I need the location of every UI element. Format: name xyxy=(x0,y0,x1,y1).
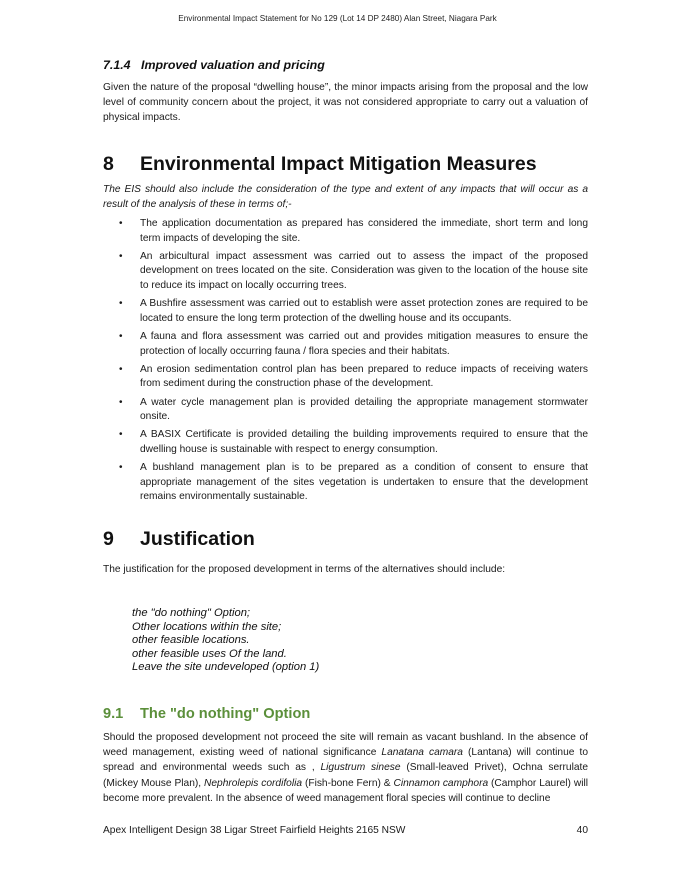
bullet-icon: • xyxy=(119,330,123,342)
footer-text: Apex Intelligent Design 38 Ligar Street Fairfield Heights 2165 NSW xyxy=(103,825,406,836)
subsection-title: The "do nothing" Option xyxy=(140,706,311,722)
subsection-heading-7-1-4 xyxy=(103,58,325,72)
subsection-title: Improved valuation and pricing xyxy=(141,58,325,72)
page-footer xyxy=(103,825,588,836)
do-nothing-paragraph: Should the proposed development not proceed the site will remain as vacant bushland. In the absence of weed management, existing weed of national significance Lanatana camara (Lantana) will continue to spread and environmental weeds such as , Ligustrum sinese (Small-leaved Privet), Ochna serrulate (Mickey Mouse Plan), Nephrolepis cordifolia (Fish-bone Fern) & Cinnamon camphora (Camphor Laurel) will become more prevalent. In the absence of weed management floral species will continue to decline xyxy=(103,732,588,804)
bullet-icon: • xyxy=(119,250,123,262)
subsection-heading-9-1 xyxy=(103,706,310,722)
subsection-number: 9.1 xyxy=(103,706,124,722)
bullet-icon: • xyxy=(119,363,123,375)
list-item: Leave the site undeveloped (option 1) xyxy=(132,661,320,674)
alternatives-list xyxy=(132,607,319,675)
species-name: Cinnamon camphora xyxy=(393,777,489,789)
bullet-icon: • xyxy=(119,462,123,474)
section-heading-8 xyxy=(103,153,537,176)
list-item: • A BASIX Certificate is provided detailing the building improvements required to ensure that the dwelling house is sustainable with respect to energy consumption. xyxy=(119,429,588,455)
list-item: • A water cycle management plan is provided detailing the appropriate management stormwater onsite. xyxy=(119,396,588,423)
list-item: • The application documentation as prepared has considered the immediate, short term and long term impacts of developing the site. xyxy=(119,218,588,244)
species-name: Nephrolepis cordifolia xyxy=(204,777,303,789)
section-heading-9 xyxy=(103,528,255,551)
section-number: 8 xyxy=(103,153,114,175)
species-name: Ligustrum sinese xyxy=(320,762,401,774)
species-name: Lanatana camara xyxy=(381,747,463,759)
list-item: • An erosion sedimentation control plan has been prepared to reduce impacts of receiving waters from sediment during the construction phase of the development. xyxy=(119,363,588,390)
bullet-icon: • xyxy=(119,396,123,408)
list-item: • A fauna and flora assessment was carried out and provides mitigation measures to ensure the protection of locally occurring fauna / flora species and their habitats. xyxy=(119,330,588,357)
list-item: • A bushland management plan is to be prepared as a condition of consent to ensure that appropriate management of the sites vegetation is undertaken to ensure that the development remains environmentally sustainable. xyxy=(119,462,588,503)
mitigation-intro: The EIS should also include the consideration of the type and extent of any impacts that will occur as a result of the analysis of these in terms of;- xyxy=(103,184,588,211)
bullet-icon: • xyxy=(119,429,123,441)
list-item: • An arbicultural impact assessment was carried out to assess the impact of the proposed development on trees located on the site. Consideration was given to the location of the house site to reduce its impact on locally occurring trees. xyxy=(119,250,588,291)
list-item: other feasible locations. xyxy=(132,634,250,647)
section-title: Environmental Impact Mitigation Measures xyxy=(140,153,537,175)
bullet-icon: • xyxy=(119,298,123,310)
list-item: the "do nothing" Option; xyxy=(132,607,251,619)
valuation-paragraph: Given the nature of the proposal “dwelling house”, the minor impacts arising from the proposal and the low level of community concern about the project, it was not considered appropriate to carry out a valuation of physical impacts. xyxy=(103,82,588,124)
subsection-number: 7.1.4 xyxy=(103,58,131,72)
mitigation-list xyxy=(103,217,588,508)
bullet-icon: • xyxy=(119,218,123,229)
section-title: Justification xyxy=(140,528,255,550)
list-item: • A Bushfire assessment was carried out to establish were asset protection zones are required to be located to ensure the long term protection of the dwelling house and its occupants. xyxy=(119,298,588,324)
page-number: 40 xyxy=(576,825,588,836)
list-item: Other locations within the site; xyxy=(132,620,282,633)
running-header: Environmental Impact Statement for No 129 (Lot 14 DP 2480) Alan Street, Niagara Park xyxy=(178,14,497,23)
list-item: other feasible uses Of the land. xyxy=(132,647,287,660)
justification-intro: The justification for the proposed development in terms of the alternatives should include: xyxy=(103,564,506,575)
section-number: 9 xyxy=(103,528,114,550)
